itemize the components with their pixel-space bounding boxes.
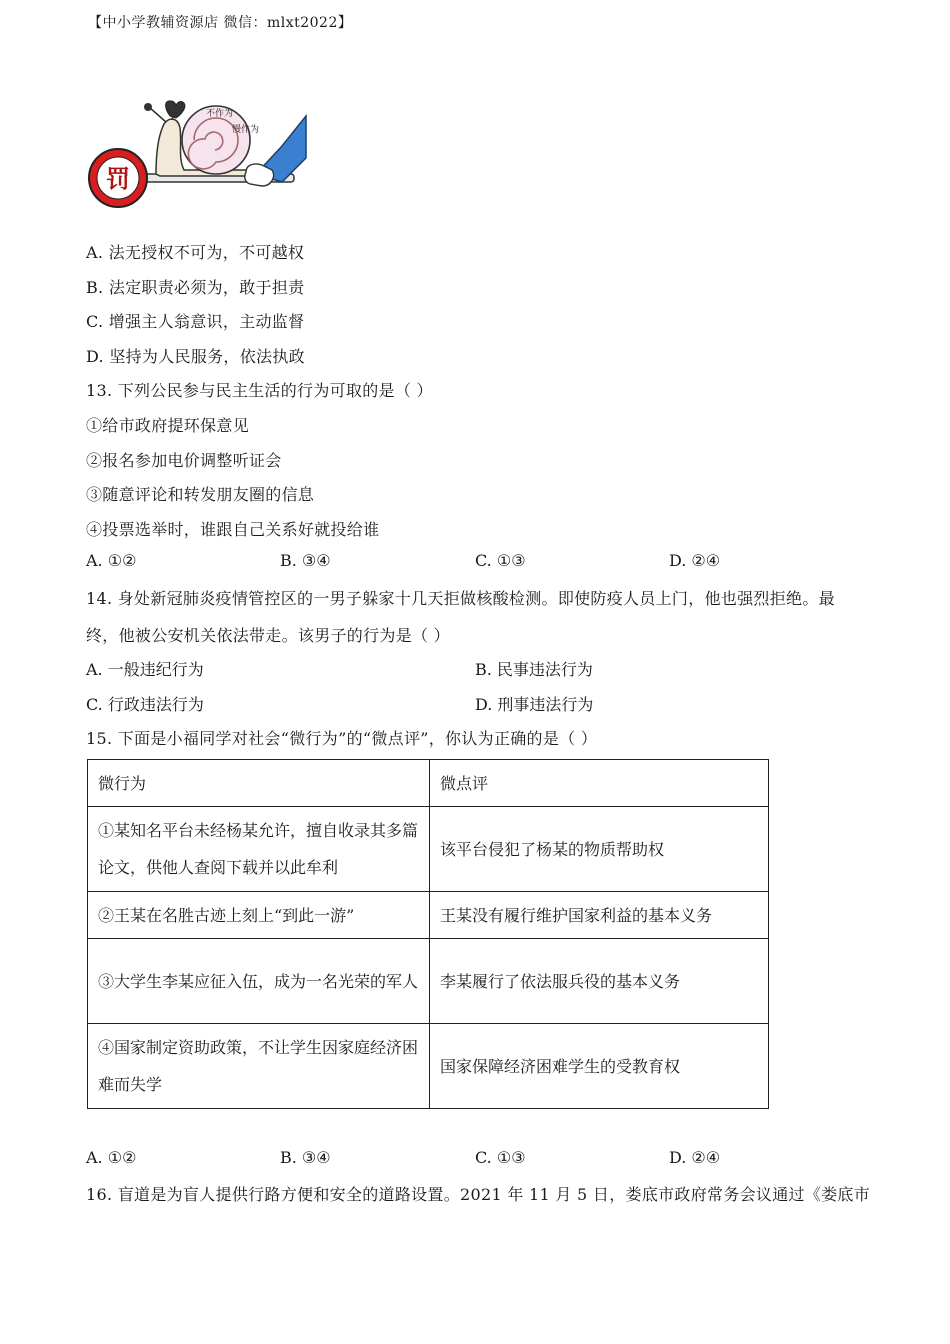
q12-option-d: D. 坚持为人民服务，依法执政 (86, 347, 305, 366)
q16-stem-line1: 16. 盲道是为盲人提供行路方便和安全的道路设置。2021 年 11 月 5 日，娄底市政府常务会议通过《娄底市 (86, 1185, 871, 1204)
table-cell: 国家保障经济困难学生的受教育权 (430, 1024, 769, 1109)
page-header: 【中小学教辅资源店 微信：mlxt2022】 (88, 15, 353, 31)
table-row (88, 892, 769, 939)
sign-text: 罚 (106, 165, 130, 193)
q14-stem-line1: 14. 身处新冠肺炎疫情管控区的一男子躲家十几天拒做核酸检测。即使防疫人员上门，他也强烈拒绝。最 (86, 589, 835, 608)
table-row (88, 1024, 769, 1109)
q15-option-a: A. ①② (86, 1148, 137, 1167)
q12-option-a: A. 法无授权不可为，不可越权 (86, 243, 305, 262)
table-cell: ③大学生李某应征入伍，成为一名光荣的军人 (88, 939, 430, 1024)
snail-cartoon-illustration (86, 96, 310, 208)
q15-option-d: D. ②④ (669, 1148, 721, 1167)
q14-options-row2 (86, 692, 786, 714)
table-header-cell: 微点评 (430, 760, 769, 807)
shell-text-2: 慢作为 (232, 125, 260, 135)
table-row (88, 939, 769, 1024)
q13-item-4: ④投票选举时，谁跟自己关系好就投给谁 (86, 520, 380, 539)
q15-table (87, 759, 769, 1109)
q13-option-b: B. ③④ (280, 551, 331, 570)
q15-options (86, 1148, 786, 1170)
q13-option-d: D. ②④ (669, 551, 721, 570)
table-cell: 王某没有履行维护国家利益的基本义务 (430, 892, 769, 939)
q14-option-d: D. 刑事违法行为 (475, 695, 594, 714)
q15-stem: 15. 下面是小福同学对社会“微行为”的“微点评”，你认为正确的是（ ） (86, 729, 598, 748)
table-cell: ②王某在名胜古迹上刻上“到此一游” (88, 892, 430, 939)
q15-option-c: C. ①③ (475, 1148, 526, 1167)
q14-stem-line2: 终，他被公安机关依法带走。该男子的行为是（ ） (86, 626, 450, 645)
q13-item-3: ③随意评论和转发朋友圈的信息 (86, 485, 315, 504)
table-row (88, 807, 769, 892)
shell-text-1: 不作为 (206, 109, 234, 119)
q13-option-a: A. ①② (86, 551, 137, 570)
table-header-row (88, 760, 769, 807)
q12-option-b: B. 法定职责必须为，敢于担责 (86, 278, 305, 297)
q13-item-2: ②报名参加电价调整听证会 (86, 451, 282, 470)
q13-option-c: C. ①③ (475, 551, 526, 570)
snail-cartoon-figure (86, 96, 310, 208)
q15-option-b: B. ③④ (280, 1148, 331, 1167)
q13-item-1: ①给市政府提环保意见 (86, 416, 250, 435)
table-cell: 李某履行了依法服兵役的基本义务 (430, 939, 769, 1024)
q14-option-b: B. 民事违法行为 (475, 660, 593, 679)
q14-option-c: C. 行政违法行为 (86, 695, 204, 714)
q14-option-a: A. 一般违纪行为 (86, 660, 204, 679)
table-cell: ①某知名平台未经杨某允许，擅自收录其多篇论文，供他人查阅下载并以此牟利 (88, 807, 430, 892)
table-cell: 该平台侵犯了杨某的物质帮助权 (430, 807, 769, 892)
q13-options (86, 551, 786, 573)
q13-stem: 13. 下列公民参与民主生活的行为可取的是（ ） (86, 381, 433, 400)
q12-option-c: C. 增强主人翁意识，主动监督 (86, 312, 305, 331)
table-header-cell: 微行为 (88, 760, 430, 807)
table-cell: ④国家制定资助政策，不让学生因家庭经济困难而失学 (88, 1024, 430, 1109)
q14-options-row1 (86, 657, 786, 679)
